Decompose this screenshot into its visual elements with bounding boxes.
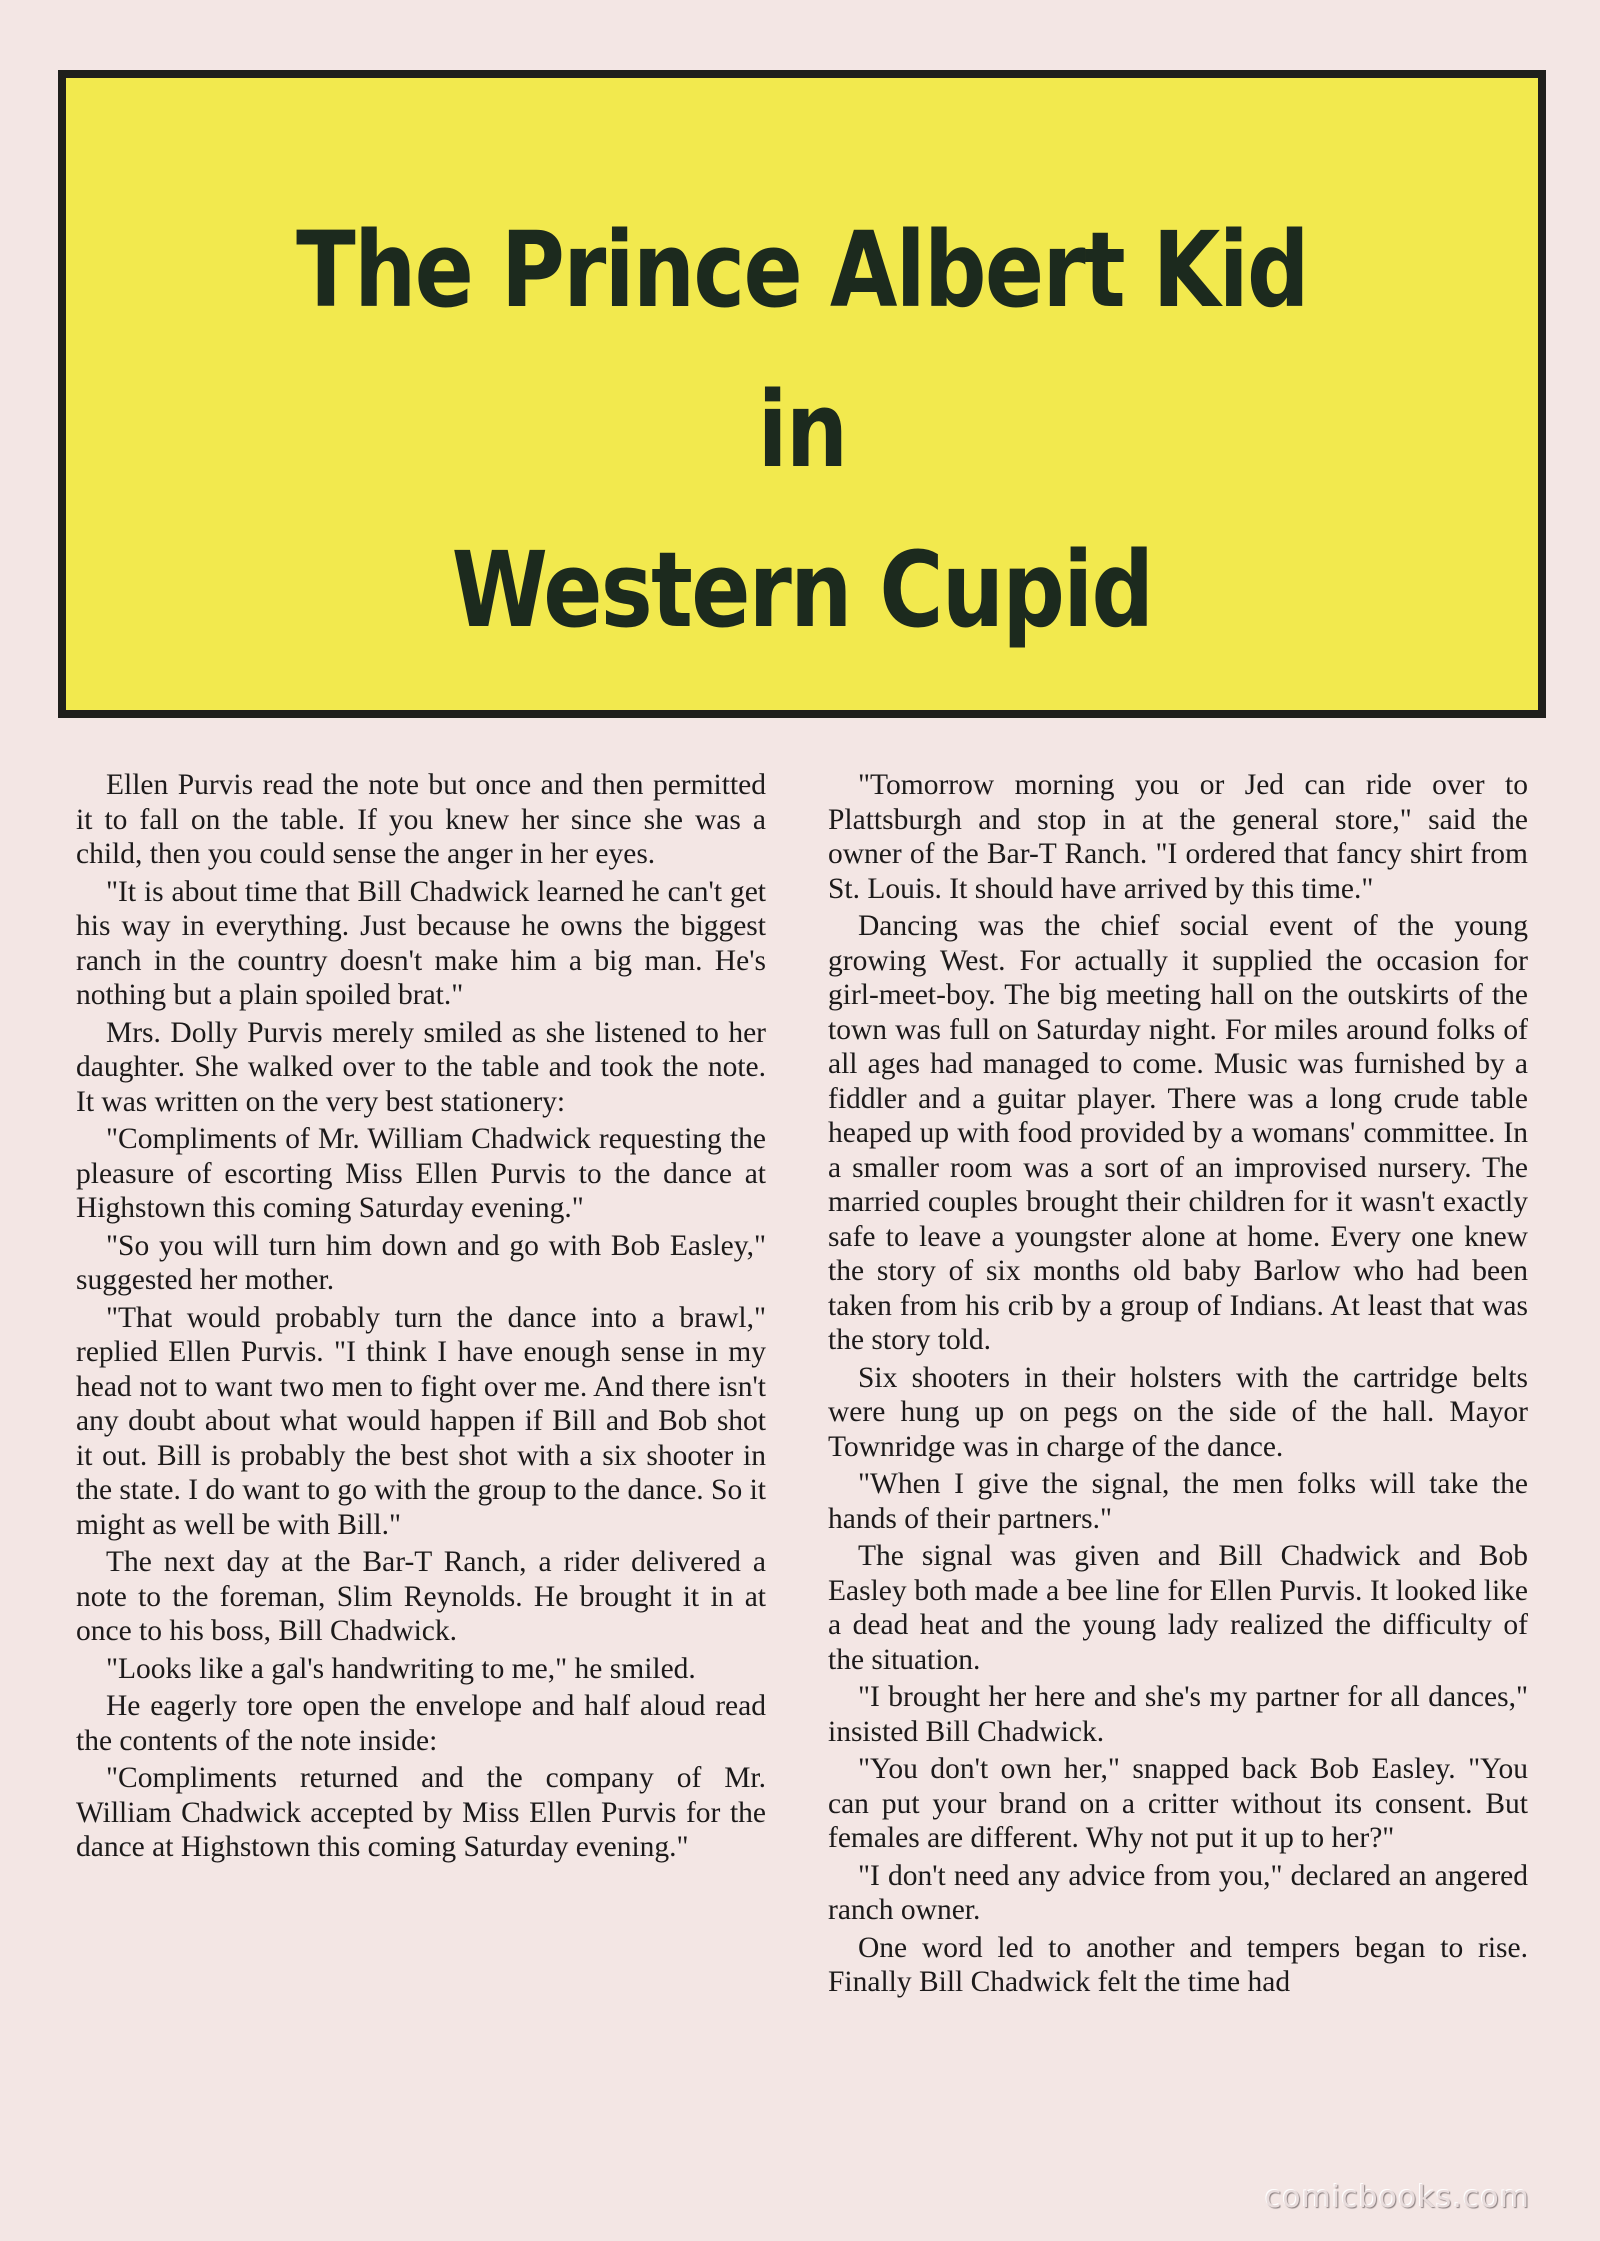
paragraph: The next day at the Bar-T Ranch, a rider delivered a note to the foreman, Slim Reynolds. He brought it in at once to his boss, Bill Chadwick. <box>76 1546 766 1647</box>
paragraph: "You don't own her," snapped back Bob Easley. "You can put your brand on a critter without its consent. But females are different. Why not put it up to her?" <box>828 1753 1528 1854</box>
watermark: comicbooks.com <box>1264 2180 1530 2215</box>
paragraph: Mrs. Dolly Purvis merely smiled as she listened to her daughter. She walked over to the table and took the note. It was written on the very best stationery: <box>76 1016 766 1118</box>
left-text-column <box>76 768 766 1868</box>
paragraph: One word led to another and tempers began to rise. Finally Bill Chadwick felt the time had <box>828 1931 1528 1998</box>
paragraph: Six shooters in their holsters with the cartridge belts were hung up on pegs on the side of the hall. Mayor Townridge was in charge of the dance. <box>828 1361 1528 1463</box>
paragraph: "I don't need any advice from you," declared an angered ranch owner. <box>828 1859 1528 1926</box>
paragraph: "I brought her here and she's my partner for all dances," insisted Bill Chadwick. <box>828 1681 1528 1748</box>
title-line-3: Western Cupid <box>451 529 1153 651</box>
paragraph: Dancing was the chief social event of the young growing West. For actually it supplied the occasion for girl-meet-boy. The big meeting hall on the outskirts of the town was full on Saturday night. For miles around folks of all ages had managed to come. Music was furnished by a fiddler and a guitar player. There was a long crude table heaped up with food provided by a womans' committee. In a smaller room was a sort of an improvised nursery. The married couples brought their children for it wasn't exactly safe to leave a youngster alone at home. Every one knew the story of six months old baby Barlow who had been taken from his crib by a group of Indians. At least that was the story told. <box>828 910 1528 1356</box>
paragraph: The signal was given and Bill Chadwick and Bob Easley both made a bee line for Ellen Purvis. It looked like a dead heat and the young lady realized the difficulty of the situation. <box>828 1540 1528 1676</box>
paragraph: "So you will turn him down and go with Bob Easley," suggested her mother. <box>76 1229 766 1296</box>
paragraph: He eagerly tore open the envelope and half aloud read the contents of the note inside: <box>76 1690 766 1757</box>
title-line-1: The Prince Albert Kid <box>296 209 1308 331</box>
title-banner <box>58 70 1546 718</box>
paragraph: "When I give the signal, the men folks will take the hands of their partners." <box>828 1468 1528 1535</box>
right-text-column <box>828 768 1528 2003</box>
paragraph: Ellen Purvis read the note but once and then permitted it to fall on the table. If you knew her since she was a child, then you could sense the anger in her eyes. <box>76 769 766 870</box>
paragraph: "Compliments of Mr. William Chadwick requesting the pleasure of escorting Miss Ellen Purvis to the dance at Highstown this coming Saturday evening." <box>76 1123 766 1224</box>
paragraph: "Compliments returned and the company of Mr. William Chadwick accepted by Miss Ellen Purvis for the dance at Highstown this coming Saturday evening." <box>76 1762 766 1863</box>
title-line-2: in <box>757 369 847 491</box>
paragraph: "That would probably turn the dance into a brawl," replied Ellen Purvis. "I think I have enough sense in my head not to want two men to fight over me. And there isn't any doubt about what would happen if Bill and Bob shot it out. Bill is probably the best shot with a six shooter in the state. I do want to go with the group to the dance. So it might as well be with Bill." <box>76 1301 766 1541</box>
paragraph: "Looks like a gal's handwriting to me," he smiled. <box>106 1652 696 1685</box>
paragraph: "Tomorrow morning you or Jed can ride over to Plattsburgh and stop in at the general store," said the owner of the Bar-T Ranch. "I ordered that fancy shirt from St. Louis. It should have arrived by this time." <box>828 769 1528 905</box>
paragraph: "It is about time that Bill Chadwick learned he can't get his way in everything. Just because he owns the biggest ranch in the country doesn't make him a big man. He's nothing but a plain spoiled brat." <box>76 875 766 1011</box>
